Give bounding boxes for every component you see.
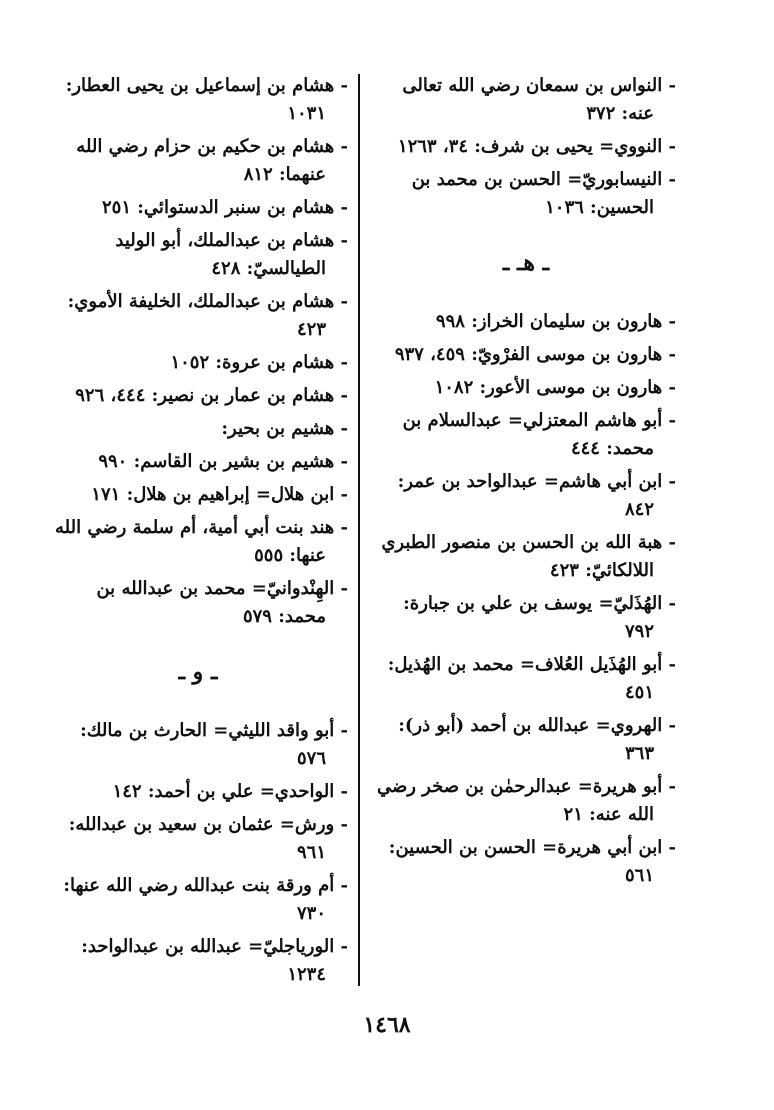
index-entry: - الهروي= عبدالله بن أحمد (أبو ذر): ٣٦٣ [398, 715, 676, 764]
index-entry: - هشام بن عمار بن نصير: ٤٤٤، ٩٢٦ [75, 385, 348, 406]
index-entry: - هارون بن موسى الأعور: ١٠٨٢ [434, 377, 676, 398]
right-entries-bottom [376, 308, 676, 890]
index-entry: - النووي= يحيى بن شرف: ٣٤، ١٢٦٣ [397, 136, 676, 157]
index-entry: - ابن هلال= إبراهيم بن هلال: ١٧١ [91, 484, 348, 505]
letter-heading-waw: ـ و ـ [178, 659, 218, 685]
index-entry: - هشام بن عبدالملك، الخليفة الأموي: ٤٢٣ [67, 291, 348, 340]
right-column [376, 72, 676, 895]
index-entry: - هشيم بن بشير بن القاسم: ٩٩٠ [98, 451, 348, 472]
index-entry: - هشام بن عروة: ١٠٥٢ [170, 352, 348, 373]
index-entry: - هارون بن سليمان الخراز: ٩٩٨ [435, 311, 676, 332]
index-entry: - ابن أبي هريرة= الحسن بن الحسين: ٥٦١ [388, 837, 676, 886]
index-entry: - هشيم بن بحير: [221, 418, 348, 439]
page-number: ١٤٦٨ [363, 1012, 411, 1038]
left-entries-top [48, 72, 348, 631]
column-divider [358, 74, 360, 986]
index-entry: - ابن أبي هاشم= عبدالواحد بن عمر: ٨٤٢ [397, 471, 676, 520]
index-entry: - أبو هريرة= عبدالرحمٰن بن صخر رضي الله عنه: ٢١ [376, 776, 676, 825]
index-entry: - هبة الله بن الحسن بن منصور الطبري اللالكائيّ: ٤٢٣ [381, 532, 676, 581]
index-entry: - أبو هاشم المعتزلي= عبدالسلام بن محمد: ٤٤٤ [402, 410, 676, 459]
index-entry: - أبو الهُذَيل العُلاف= محمد بن الهُذيل: ٤٥١ [387, 654, 676, 703]
right-entries-top [376, 72, 676, 222]
index-entry: - ورش= عثمان بن سعيد بن عبدالله: ٩٦١ [68, 814, 348, 863]
index-entry: - الهُذَليّ= يوسف بن علي بن جبارة: ٧٩٢ [403, 593, 676, 642]
letter-heading-ha: ـ هـ ـ [502, 250, 550, 276]
index-entry: - أبو واقد الليثي= الحارث بن مالك: ٥٧٦ [80, 720, 348, 769]
index-entry: - الورياجليّ= عبدالله بن عبدالواحد: ١٢٣٤ [81, 936, 348, 985]
index-entry: - الواحدي= علي بن أحمد: ١٤٢ [112, 781, 348, 802]
index-entry: - أم ورقة بنت عبدالله رضي الله عنها: ٧٣٠ [63, 875, 348, 924]
index-entry: - هارون بن موسى الفرْويّ: ٤٥٩، ٩٣٧ [394, 344, 676, 365]
index-entry: - هند بنت أبي أمية، أم سلمة رضي الله عنها: ٥٥٥ [55, 517, 348, 566]
index-entry: - هشام بن سنبر الدستوائي: ٢٥١ [102, 197, 348, 218]
left-entries-bottom [48, 717, 348, 989]
index-entry: - النواس بن سمعان رضي الله تعالى عنه: ٣٧٢ [402, 75, 676, 124]
index-entry: - النيسابوريّ= الحسن بن محمد بن الحسين: ١٠٣٦ [411, 169, 676, 218]
left-column [48, 72, 348, 994]
index-entry: - هشام بن عبدالملك، أبو الوليد الطيالسيّ: ٤٢٨ [115, 230, 348, 279]
index-entry: - هشام بن إسماعيل بن يحيى العطار: ١٠٣١ [65, 75, 348, 124]
index-entry: - الهِنْدوانيّ= محمد بن عبدالله بن محمد: ٥٧٩ [96, 578, 348, 627]
index-entry: - هشام بن حكيم بن حزام رضي الله عنهما: ٨١٢ [76, 136, 348, 185]
